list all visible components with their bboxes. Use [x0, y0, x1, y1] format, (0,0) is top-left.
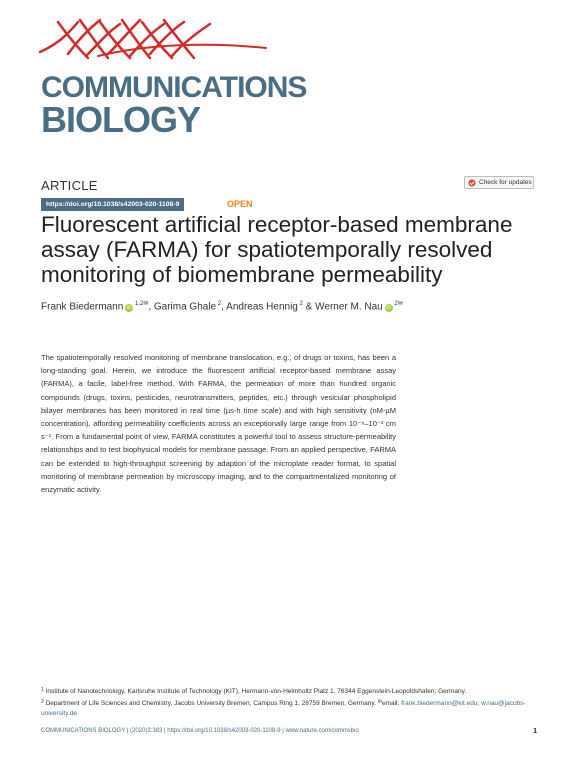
journal-name-line1: COMMUNICATIONS	[41, 71, 307, 104]
check-updates-label: Check for updates	[479, 179, 532, 186]
author-affiliation: 2	[216, 301, 222, 307]
author-name[interactable]: Garima Ghale	[153, 301, 217, 313]
journal-name-line2: BIOLOGY	[41, 99, 201, 140]
article-type-label: ARTICLE	[41, 178, 98, 193]
check-for-updates-button[interactable]	[464, 176, 534, 189]
author-separator: ,	[221, 301, 227, 313]
author-affiliation: 2✉	[392, 301, 403, 307]
affiliations	[41, 685, 537, 719]
author-name[interactable]: Andreas Hennig	[226, 301, 298, 313]
author-separator: ,	[148, 301, 154, 313]
doi-link[interactable]: https://doi.org/10.1038/s42003-020-1108-9	[41, 198, 184, 211]
journal-logo-mark	[38, 14, 268, 74]
author-name[interactable]: Frank Biedermann	[41, 301, 124, 313]
author-affiliation: 1,2✉	[133, 301, 149, 307]
author-separator: &	[302, 301, 316, 313]
author-name[interactable]: Werner M. Nau	[315, 301, 383, 313]
article-title: Fluorescent artificial receptor-based membrane assay (FARMA) for spatiotemporally resolved monitoring of biomembrane permeability	[41, 212, 513, 287]
email-icon: ✉	[377, 699, 382, 705]
footer-citation: COMMUNICATIONS BIOLOGY | (2020)3:383 | https://doi.org/10.1038/s42003-020-1108-9 | www.nature.com/commsbio	[41, 728, 359, 734]
check-updates-icon	[468, 179, 476, 187]
open-access-label: OPEN	[227, 199, 253, 209]
email-link-biedermann[interactable]: frank.biedermann@kit.edu	[401, 700, 478, 707]
affiliation-2: $^2$ Department of Life Sciences and Chemistry, Jacobs University Bremen, Campus Ring 1, 28759 Bremen, Germany. ✉email: frank.biedermann@kit.edu; w.nau@jacobs-university.de	[41, 699, 526, 717]
affiliation-1: $^1$ Institute of Nanotechnology, Karlsruhe Institute of Technology (KIT), Hermann-von-Helmholtz Platz 1, 76344 Eggenstein-Leopoldshafen, Germany.	[41, 687, 467, 695]
email-link-nau[interactable]: w.nau@jacobs-university.de	[41, 700, 526, 717]
abstract: The spatiotemporally resolved monitoring of membrane translocation, e.g., of drugs or toxins, has been a long-standing goal. Herein, we introduce the fluorescent artificial receptor-based membrane assay (FARMA), a facile, label-free method. With FARMA, the permeation of more than hundred organic compounds (drugs, toxins, pesticides, neurotransmitters, peptides, etc.) through vesicular phospholipid bilayer membranes has been monitored in real time (µs-h time scale) and with high sensitivity (nM-µM concentration), affording permeability coefficients across an exceptionally large range from 10⁻⁹–10⁻³ cm s⁻¹. From a fundamental point of view, FARMA constitutes a powerful tool to assess structure-permeability relationships and to test biophysical models for membrane passage. From an applied perspective, FARMA can be extended to high-throughput screening by adaption of the microplate reader format, to spatial monitoring of membrane permeation by microscopy imaging, and to the compartmentalized monitoring of enzymatic activity.	[41, 353, 396, 495]
author-list	[41, 300, 403, 312]
page-number: 1	[533, 728, 537, 735]
author-affiliation: 2	[297, 301, 303, 307]
orcid-icon[interactable]: iD	[386, 305, 392, 312]
page-footer	[41, 728, 537, 735]
orcid-icon[interactable]: iD	[126, 305, 132, 312]
